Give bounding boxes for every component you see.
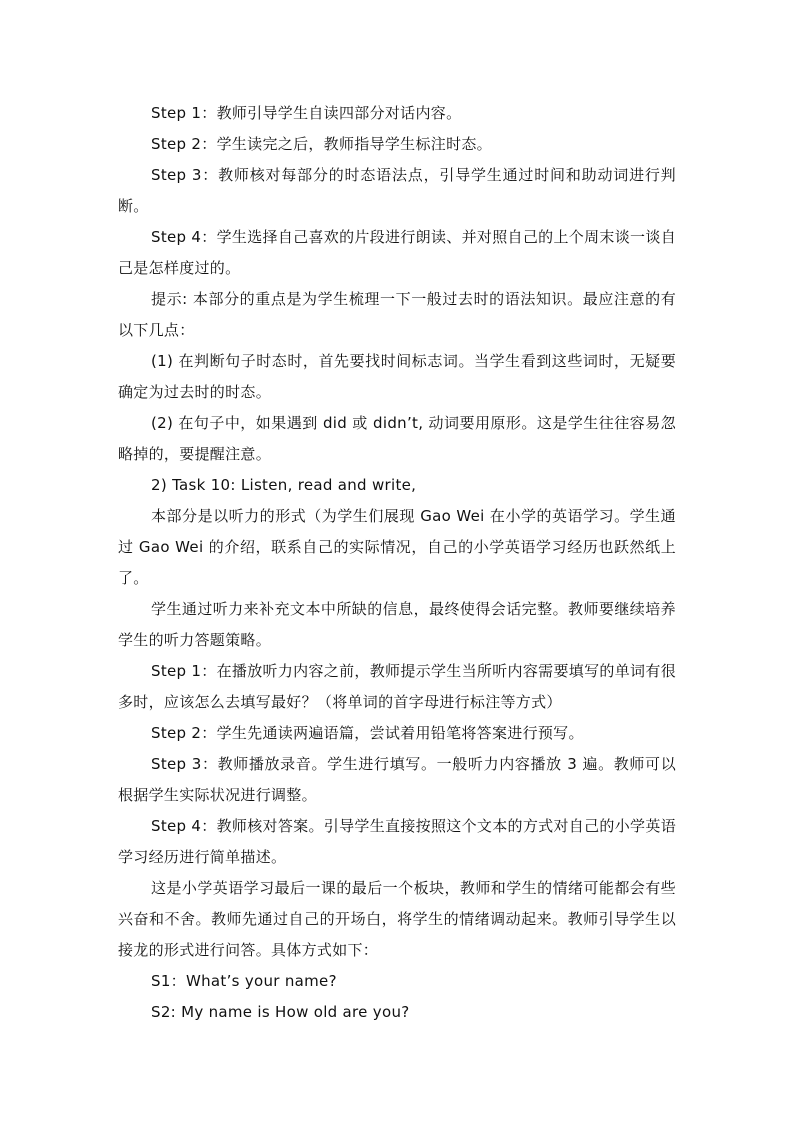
paragraph-listen-step4: Step 4：教师核对答案。引导学生直接按照这个文本的方式对自己的小学英语学习经历进行简单描述。 <box>118 817 676 866</box>
paragraph-point-1: (1) 在判断句子时态时，首先要找时间标志词。当学生看到这些词时，无疑要确定为过去时的时态。 <box>118 352 676 401</box>
paragraph-step4-read-aloud: Step 4：学生选择自己喜欢的片段进行朗读、并对照自己的上个周末谈一谈自己是怎样度过的。 <box>118 228 676 277</box>
paragraph-listen-step1: Step 1：在播放听力内容之前，教师提示学生当所听内容需要填写的单词有很多时，应该怎么去填写最好？（将单词的首字母进行标注等方式） <box>118 662 676 711</box>
paragraph-dialogue-s1: S1：What’s your name? <box>151 972 337 990</box>
document-body <box>118 98 676 1028</box>
paragraph-task10-heading: 2) Task 10: Listen, read and write, <box>151 476 417 494</box>
paragraph-step3-check-grammar: Step 3：教师核对每部分的时态语法点，引导学生通过时间和助动词进行判断。 <box>118 166 676 215</box>
paragraph-tip: 提示: 本部分的重点是为学生梳理一下一般过去时的语法知识。最应注意的有以下几点： <box>118 290 676 339</box>
paragraph-dialogue-s2: S2: My name is How old are you? <box>151 1003 410 1021</box>
paragraph-step2-mark-tense: Step 2：学生读完之后，教师指导学生标注时态。 <box>151 135 492 153</box>
paragraph-point-2: (2) 在句子中，如果遇到 did 或 didn’t, 动词要用原形。这是学生往往容易忽略掉的，要提醒注意。 <box>118 414 676 463</box>
paragraph-step1-read-dialogue: Step 1：教师引导学生自读四部分对话内容。 <box>151 104 462 122</box>
paragraph-final-section: 这是小学英语学习最后一课的最后一个板块，教师和学生的情绪可能都会有些兴奋和不舍。教师先通过自己的开场白，将学生的情绪调动起来。教师引导学生以接龙的形式进行问答。具体方式如下： <box>118 879 676 959</box>
paragraph-listen-step3: Step 3：教师播放录音。学生进行填写。一般听力内容播放 3 遍。教师可以根据学生实际状况进行调整。 <box>118 755 676 804</box>
paragraph-listening-strategy: 学生通过听力来补充文本中所缺的信息，最终使得会话完整。教师要继续培养学生的听力答题策略。 <box>118 600 676 649</box>
paragraph-task10-intro: 本部分是以听力的形式（为学生们展现 Gao Wei 在小学的英语学习。学生通过 Gao Wei 的介绍，联系自己的实际情况，自己的小学英语学习经历也跃然纸上了。 <box>118 507 676 587</box>
paragraph-listen-step2: Step 2：学生先通读两遍语篇，尝试着用铅笔将答案进行预写。 <box>151 724 584 742</box>
